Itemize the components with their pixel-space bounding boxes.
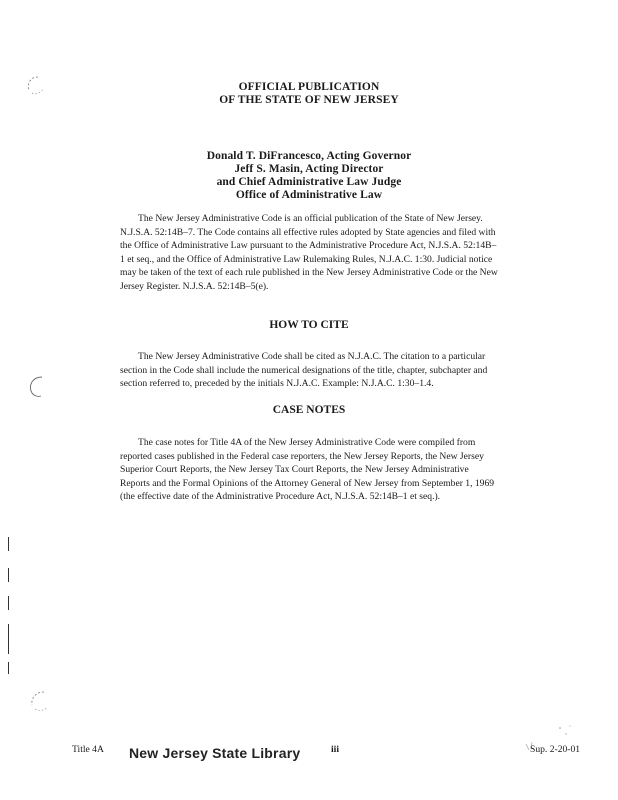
library-stamp: New Jersey State Library	[129, 745, 301, 761]
intro-paragraph	[120, 212, 558, 294]
section-heading: CASE NOTES	[272, 404, 346, 416]
officials-block	[0, 150, 618, 202]
scan-edge-mark	[8, 662, 9, 674]
text-line: section in the Code shall include the numerical designations of the title, chapter, subchapter and	[120, 364, 488, 376]
text-line: 1 et seq., and the Office of Administrative Law Rulemaking Rules, N.J.A.C. 1:30. Judicial notice	[120, 253, 493, 265]
text-line: Jersey Register. N.J.S.A. 52:14B–5(e).	[120, 280, 269, 292]
punch-hole-mark	[26, 374, 50, 398]
text-line: Superior Court Reports, the New Jersey Tax Court Reports, the New Jersey Administrative	[120, 464, 469, 476]
text-line: (the effective date of the Administrative Procedure Act, N.J.S.A. 52:14B–1 et seq.).	[120, 491, 441, 503]
title-line: OFFICIAL PUBLICATION	[238, 81, 380, 93]
scan-edge-mark	[8, 624, 9, 654]
scan-speck-mark	[520, 722, 580, 762]
text-line: The case notes for Title 4A of the New Jersey Administrative Code were compiled from	[138, 437, 476, 448]
punch-hole-mark	[28, 690, 52, 712]
official-line: Donald T. DiFrancesco, Acting Governor	[206, 150, 412, 162]
supplement-date: Sup. 2-20-01	[530, 744, 581, 755]
text-line: N.J.S.A. 52:14B–7. The Code contains all effective rules adopted by State agencies and filed with	[120, 226, 496, 238]
text-line: section referred to, preceded by the initials N.J.A.C. Example: N.J.A.C. 1:30–1.4.	[120, 378, 434, 390]
text-line: may be taken of the text of each rule published in the New Jersey Administrative Code or the New	[120, 267, 498, 279]
official-line: Jeff S. Masin, Acting Director	[234, 163, 384, 175]
official-line: Office of Administrative Law	[235, 189, 383, 201]
scan-edge-mark	[8, 568, 9, 582]
official-line: and Chief Administrative Law Judge	[216, 176, 402, 188]
text-line: The New Jersey Administrative Code shall be cited as N.J.A.C. The citation to a particular	[138, 351, 486, 362]
case-notes-paragraph	[120, 436, 558, 504]
text-line: reported cases published in the Federal case reporters, the New Jersey Reports, the New Jersey	[120, 450, 484, 462]
text-line: the Office of Administrative Law pursuant to the Administrative Procedure Act, N.J.S.A. 52:14B–	[120, 240, 497, 252]
title-line: OF THE STATE OF NEW JERSEY	[219, 94, 399, 106]
scan-edge-mark	[8, 537, 9, 551]
scan-edge-mark	[8, 596, 9, 610]
text-line: Reports and the Formal Opinions of the Attorney General of New Jersey from September 1, 1969	[120, 477, 495, 489]
page-number: iii	[331, 744, 339, 755]
section-heading: HOW TO CITE	[269, 319, 349, 331]
text-line: The New Jersey Administrative Code is an official publication of the State of New Jersey.	[138, 213, 483, 224]
publication-title	[0, 81, 618, 107]
cite-paragraph	[120, 350, 558, 391]
footer-title: Title 4A	[72, 744, 104, 755]
